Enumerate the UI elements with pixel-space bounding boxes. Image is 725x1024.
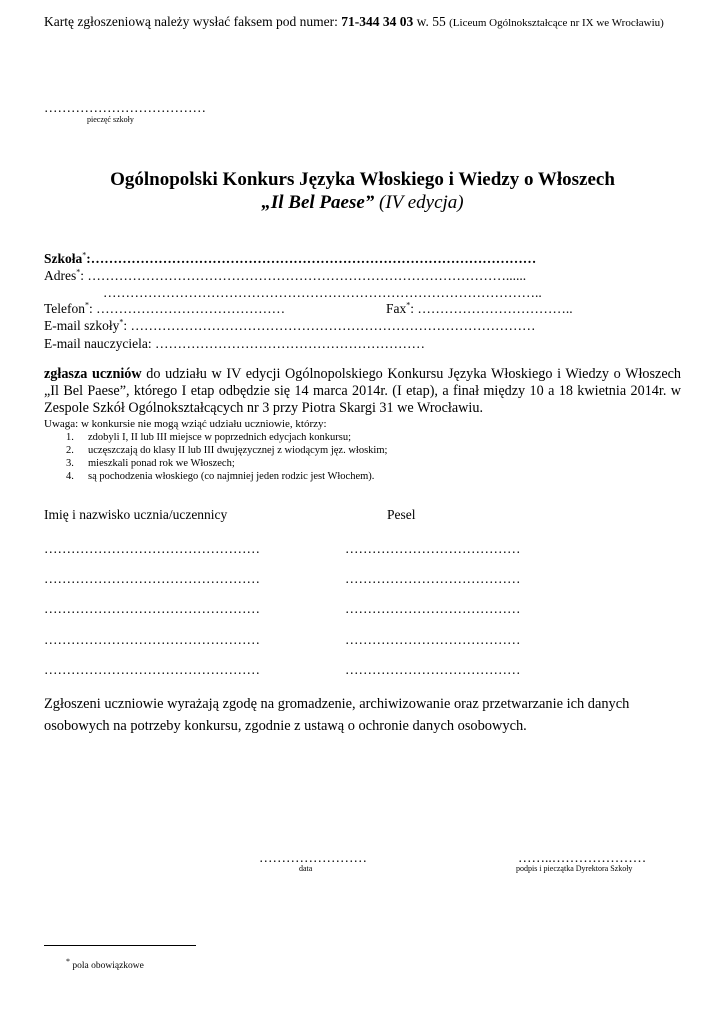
fax-number: 71-344 34 03 [341, 14, 414, 29]
teacher-email-dots: …………………………………………………… [151, 336, 425, 351]
student-pesel-line[interactable]: ………………………………… [345, 662, 521, 677]
stamp-label: pieczęć szkoły [87, 115, 134, 124]
required-asterisk: * [76, 267, 81, 277]
student-name-line[interactable]: ………………………………………… [44, 662, 260, 677]
condition-text: są pochodzenia włoskiego (co najmniej jeden rodzic jest Włochem). [88, 471, 375, 482]
student-name-line[interactable]: ………………………………………… [44, 571, 260, 586]
pesel-header: Pesel [387, 507, 416, 522]
student-pesel-line[interactable]: ………………………………… [345, 632, 521, 647]
teacher-email-field[interactable] [44, 336, 425, 352]
conditions-list [66, 431, 387, 483]
school-dots: :……………………………………………………………………………………… [86, 251, 537, 266]
fax-extension: w. 55 [413, 14, 450, 29]
address-dots: : …………………………………………………………………………………...... [80, 268, 527, 283]
student-name-line[interactable]: ………………………………………… [44, 601, 260, 616]
condition-number: 1. [66, 432, 74, 443]
address-second-line[interactable]: …………………………………………………………………………………….. [103, 285, 542, 300]
student-pesel-line[interactable]: ………………………………… [345, 601, 521, 616]
declaration-text: do udziału w IV edycji Ogólnopolskiego Konkursu Języka Włoskiego i Wiedzy o Włoszech „Il Bel Paese”, którego I etap odbędzie się 14 marca 2014r. (I etap), a finał między 10 a 18 kwietnia 2014r. w Zespole Szkół Ogólnokształcących nr 3 przy Piotra Skargi 31 we Wrocławiu. [44, 366, 682, 416]
school-field[interactable] [44, 251, 536, 267]
student-pesel-line[interactable]: ………………………………… [345, 571, 521, 586]
footnote-mark: * [66, 956, 70, 966]
contest-edition: (IV edycja) [379, 192, 464, 213]
phone-label: Telefon [44, 301, 86, 316]
fax-instruction-prefix: Kartę zgłoszeniową należy wysłać faksem pod numer: [44, 14, 342, 29]
required-asterisk: * [406, 300, 411, 310]
student-pesel-line[interactable]: ………………………………… [345, 541, 521, 556]
declaration-bold: zgłasza uczniów [44, 366, 142, 382]
required-asterisk: * [82, 250, 87, 260]
fax-instruction [44, 14, 664, 30]
note-header: Uwaga: w konkursie nie mogą wziąć udziału uczniowie, którzy: [44, 418, 327, 430]
fax-dots: : …………………………….. [410, 301, 573, 316]
footnote [66, 956, 144, 971]
condition-number: 4. [66, 471, 74, 482]
footnote-divider [44, 945, 196, 946]
school-email-label: E-mail szkoły [44, 318, 120, 333]
page-title: Ogólnopolski Konkurs Języka Włoskiego i Wiedzy o Włoszech [110, 169, 615, 190]
condition-item [66, 457, 387, 470]
address-field[interactable] [44, 268, 526, 284]
fax-field[interactable] [386, 301, 573, 317]
condition-text: zdobyli I, II lub III miejsce w poprzednich edycjach konkursu; [88, 432, 351, 443]
page-subtitle [0, 192, 725, 214]
contest-name: „Il Bel Paese” [261, 192, 375, 213]
fax-institution: (Liceum Ogólnokształcące nr IX we Wrocławiu) [449, 17, 664, 29]
fax-label: Fax [386, 301, 407, 316]
condition-item [66, 431, 387, 444]
student-name-line[interactable]: ………………………………………… [44, 541, 260, 556]
school-email-field[interactable] [44, 318, 536, 334]
required-asterisk: * [85, 300, 90, 310]
student-name-line[interactable]: ………………………………………… [44, 632, 260, 647]
signature-label: podpis i pieczątka Dyrektora Szkoły [516, 864, 633, 873]
condition-text: uczęszczają do klasy II lub III dwujęzycznej z wiodącym jęz. włoskim; [88, 445, 388, 456]
condition-number: 2. [66, 445, 74, 456]
school-label: Szkoła [44, 251, 83, 266]
signature-dots[interactable]: ……..………………… [518, 850, 647, 865]
declaration-paragraph [44, 366, 681, 417]
consent-paragraph: Zgłoszeni uczniowie wyrażają zgodę na gromadzenie, archiwizowanie oraz przetwarzanie ich danych osobowych na potrzeby konkursu, zgodnie z ustawą o ochronie danych osobowych. [44, 696, 630, 734]
condition-text: mieszkali ponad rok we Włoszech; [88, 458, 235, 469]
condition-number: 3. [66, 458, 74, 469]
phone-dots: : …………………………………… [89, 301, 286, 316]
address-label: Adres [44, 268, 77, 283]
school-email-dots: : ……………………………………………………………………………… [123, 318, 536, 333]
phone-field[interactable] [44, 301, 285, 317]
required-asterisk: * [119, 317, 124, 327]
stamp-dots: ……………………………… [44, 100, 206, 115]
condition-item [66, 470, 387, 483]
condition-item [66, 444, 387, 457]
footnote-text: pola obowiązkowe [70, 961, 144, 971]
date-label: data [299, 864, 313, 873]
date-dots[interactable]: …………………… [259, 850, 367, 865]
student-name-header: Imię i nazwisko ucznia/uczennicy [44, 507, 228, 522]
teacher-email-label: E-mail nauczyciela: [44, 336, 152, 351]
